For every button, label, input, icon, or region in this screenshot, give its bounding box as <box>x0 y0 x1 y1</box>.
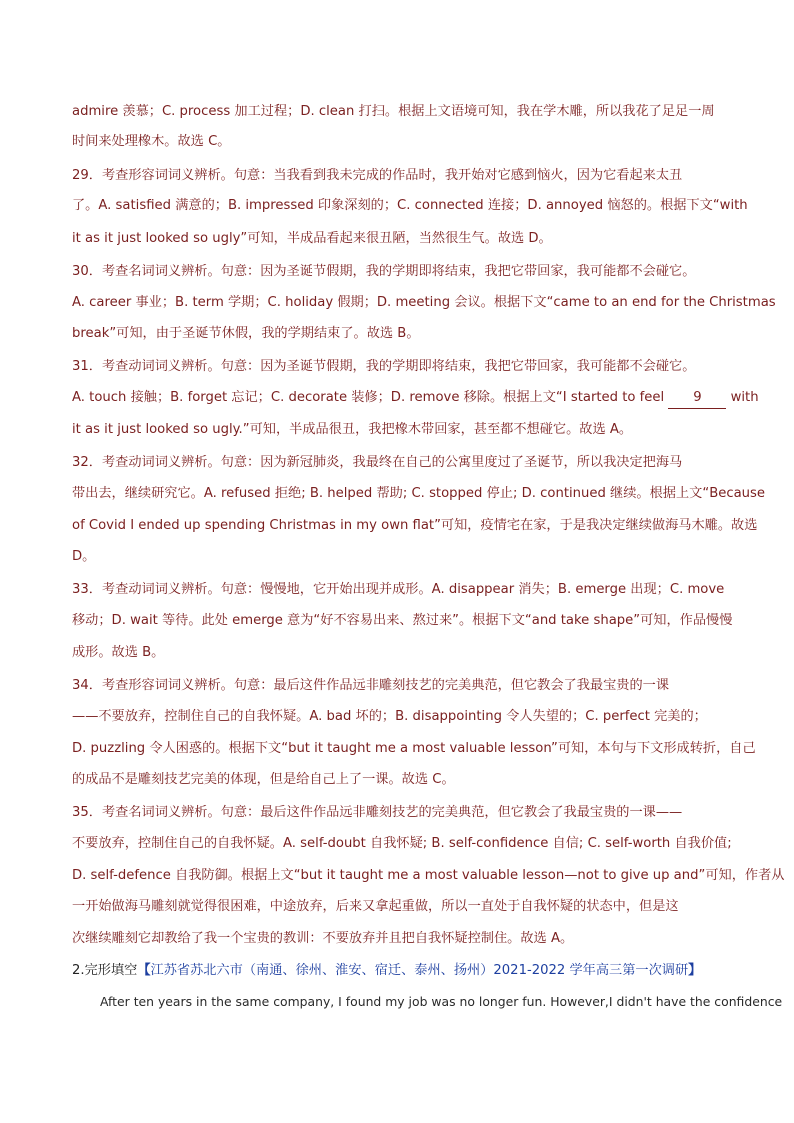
text-line: 成形。故选 B。 <box>72 645 165 660</box>
text-line: 带出去，继续研究它。A. refused 拒绝; B. helped 帮助; C. stopped 停止; D. continued 继续。根据上文“Because <box>72 486 766 501</box>
explanation-32-line: 32．考查动词词义辨析。句意：因为新冠肺炎，我最终在自己的公寓里度过了圣诞节，所以我决定把海马 <box>72 455 683 470</box>
explanation-29-line: 29．考查形容词词义辨析。句意：当我看到我未完成的作品时，我开始对它感到恼火，因为它看起来太丑 <box>72 168 683 183</box>
explanation-34-line: 34．考查形容词词义辨析。句意：最后这件作品远非雕刻技艺的完美典范，但它教会了我最宝贵的一课 <box>72 678 670 693</box>
text-line <box>72 388 759 409</box>
explanation-31-line: 31．考查动词词义辨析。句意：因为圣诞节假期，我的学期即将结束，我把它带回家，我可能都不会碰它。 <box>72 359 696 374</box>
text-segment: with <box>730 390 759 405</box>
explanation-33-line: 33．考查动词词义辨析。句意：慢慢地，它开始出现并成形。A. disappear 消失；B. emerge 出现；C. move <box>72 582 725 597</box>
text-line: of Covid I ended up spending Christmas in my own flat”可知，疫情宅在家，于是我决定继续做海马木雕。故选 <box>72 518 758 533</box>
section-label: 2.完形填空 <box>72 963 138 978</box>
text-line: 一开始做海马雕刻就觉得很困难，中途放弃，后来又拿起重做，所以一直处于自我怀疑的状态中，但是这 <box>72 899 679 914</box>
text-line: A. career 事业；B. term 学期；C. holiday 假期；D. meeting 会议。根据下文“came to an end for the Christmas <box>72 295 776 310</box>
text-line: 次继续雕刻它却教给了我一个宝贵的教训：不要放弃并且把自我怀疑控制住。故选 A。 <box>72 931 574 946</box>
text-line: it as it just looked so ugly”可知，半成品看起来很丑陋，当然很生气。故选 D。 <box>72 231 552 246</box>
text-segment: A. touch 接触；B. forget 忘记；C. decorate 装修；D. remove 移除。根据上文“I started to feel <box>72 390 665 405</box>
text-line: D。 <box>72 549 96 564</box>
text-line: D. puzzling 令人困惑的。根据下文“but it taught me a most valuable lesson”可知，本句与下文形成转折，自己 <box>72 741 756 756</box>
text-line: 了。A. satisfied 满意的；B. impressed 印象深刻的；C. connected 连接；D. annoyed 恼怒的。根据下文“with <box>72 198 748 213</box>
text-line: it as it just looked so ugly.”可知，半成品很丑，我把橡木带回家，甚至都不想碰它。故选 A。 <box>72 422 633 437</box>
text-line: 的成品不是雕刻技艺完美的体现，但是给自己上了一课。故选 C。 <box>72 772 455 787</box>
text-line: admire 羡慕；C. process 加工过程；D. clean 打扫。根据上文语境可知，我在学木雕，所以我花了足足一周 <box>72 104 715 119</box>
explanation-30-line: 30．考查名词词义辨析。句意：因为圣诞节假期，我的学期即将结束，我把它带回家，我可能都不会碰它。 <box>72 264 696 279</box>
passage-line: After ten years in the same company, I found my job was no longer fun. However,I didn't have the confidence <box>100 994 783 1009</box>
source-bracket-open: 【 <box>137 963 151 978</box>
text-line: ——不要放弃，控制住自己的自我怀疑。A. bad 坏的；B. disappointing 令人失望的；C. perfect 完美的； <box>72 709 707 724</box>
text-line: 时间来处理橡木。故选 C。 <box>72 134 231 149</box>
source-text: 江苏省苏北六市（南通、徐州、淮安、宿迁、泰州、扬州）2021-2022 学年高三第一次调研 <box>150 963 689 978</box>
blank-number: 9 <box>668 388 726 409</box>
text-line: D. self-defence 自我防御。根据上文“but it taught me a most valuable lesson—not to give up and”可知，作者从 <box>72 868 785 883</box>
text-line: break”可知，由于圣诞节休假，我的学期结束了。故选 B。 <box>72 326 420 341</box>
text-line: 移动；D. wait 等待。此处 emerge 意为“好不容易出来、熬过来”。根据下文“and take shape”可知，作品慢慢 <box>72 613 733 628</box>
section-heading <box>72 961 701 981</box>
source-bracket-close: 】 <box>688 963 702 978</box>
text-line: 不要放弃，控制住自己的自我怀疑。A. self-doubt 自我怀疑; B. self-confidence 自信; C. self-worth 自我价值; <box>72 836 732 851</box>
explanation-35-line: 35．考查名词词义辨析。句意：最后这件作品远非雕刻技艺的完美典范，但它教会了我最宝贵的一课—— <box>72 805 683 820</box>
